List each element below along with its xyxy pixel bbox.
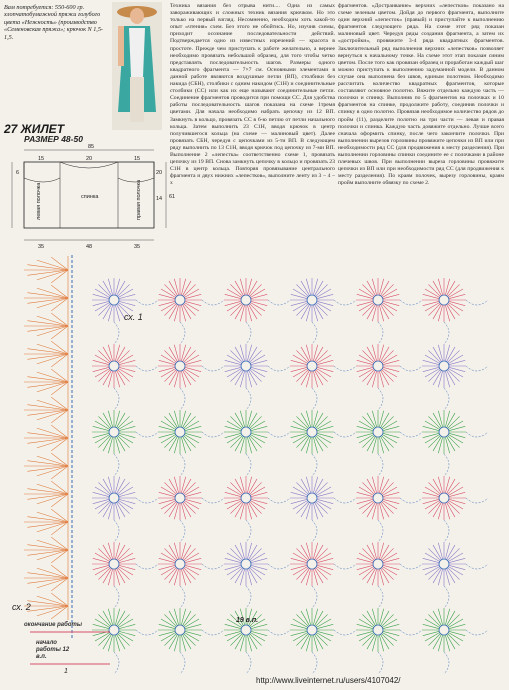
- dim-top: 85: [88, 144, 95, 150]
- crochet-motif: [92, 410, 158, 476]
- crochet-motif: [356, 608, 422, 674]
- dim-armhole: 6: [16, 170, 20, 176]
- edging-fan: [24, 312, 68, 340]
- page-title: 27 ЖИЛЕТ: [4, 122, 65, 136]
- scheme-2-label: сх. 2: [12, 602, 31, 612]
- dim-bottom-l: 35: [38, 244, 45, 250]
- dim-bottom-back: 48: [86, 244, 93, 250]
- back-label: спинка: [81, 194, 99, 200]
- crochet-motif: [422, 542, 488, 608]
- dim-bottom-r: 35: [134, 244, 141, 250]
- crochet-motif: [158, 278, 224, 344]
- source-url: http://www.liveinternet.ru/users/4107042/: [256, 676, 401, 685]
- materials-text: Вам потребуется: 550-600 гр. хлопчатобумажной пряжи голубого цвета «Нежность» (производство «Семеновская пряжа»; крючок N 1,5-1,5.: [4, 4, 103, 41]
- model-photo: [112, 2, 162, 130]
- crochet-motif: [290, 476, 356, 542]
- crochet-motif: [92, 278, 158, 344]
- scheme-1-label: сх. 1: [124, 312, 143, 322]
- crochet-motif: [92, 476, 158, 542]
- edging-fan: [24, 284, 68, 312]
- edging-fan: [24, 368, 68, 396]
- size-label: РАЗМЕР 48-50: [24, 134, 83, 144]
- crochet-motif: [224, 410, 290, 476]
- crochet-motif: [422, 410, 488, 476]
- crochet-motif: [356, 410, 422, 476]
- crochet-motif: [356, 278, 422, 344]
- crochet-motif: [224, 344, 290, 410]
- dim-shoulder-r: 15: [134, 156, 141, 162]
- dim-length: 61: [169, 194, 176, 200]
- edging-fan: [24, 508, 68, 536]
- edging-fan: [24, 480, 68, 508]
- crochet-motif: [92, 344, 158, 410]
- crochet-motif: [290, 542, 356, 608]
- crochet-motif: [158, 608, 224, 674]
- crochet-motif: [224, 476, 290, 542]
- crochet-motif: [92, 542, 158, 608]
- work-end-label: окончание работы: [24, 622, 82, 628]
- crochet-motif: [422, 476, 488, 542]
- crochet-motif: [290, 410, 356, 476]
- edging-fan: [24, 452, 68, 480]
- edging-fan: [24, 396, 68, 424]
- edging-fan: [24, 340, 68, 368]
- crochet-motif: [224, 278, 290, 344]
- crochet-motif: [224, 542, 290, 608]
- step-1-label: 1: [64, 668, 68, 675]
- dim-neck: 20: [86, 156, 93, 162]
- front-left-label: левая полочка: [36, 182, 42, 220]
- garment-schematic: [4, 140, 182, 250]
- edging-fan: [24, 256, 68, 284]
- crochet-motif: [290, 278, 356, 344]
- front-right-label: правая полочка: [136, 179, 142, 220]
- crochet-motif: [422, 344, 488, 410]
- instructions-column-1: Техника вязания без отрыва нити.... Одна из самых завораживающих и сложных техник вязания крючком. Но это только на первый взгляд. Несомненно, необходим хоть какой-то опыт «чтения» схем. Без этого не обойтись. Но, изучив схемы, приходит осознание последовательности действий. Подтверждается одно из известных изречений — красота в простоте. Прежде чем приступать к работе желательно, а вернее необходимо провязать небольшой образец, для того чтобы четко представлять последовательность шагов. Размеры одного квадратного фрагмента — 7×7 см. Основными элементами в данной работе являются воздушные петли (ВП), столбики без накида (СБН), столбики с одним накидом (С1Н) и соединительные столбики (СС) или как их еще называют соединительные петли. Соединение фрагментов проводится при помощи СС. Для удобства работы последовательность шагов показана на схеме 1тремя цветами. Для начала необходимо набрать цепочку из 12 ВП. Замкнуть в кольцо, провязать СС в 6-ю петлю от петли начального кольца. Затем выполнить 23 С1Н, вводя крючок в центр получившегося кольца (на схеме — малиновый цвет). Далее провязать СБН, чередуя с цепочками из 5-ти ВП. В следующем ряду выполнить по 13 С1Н, вводя крючок под цепочку из 7-ми ВП. Выполнение 2 «лепестка» соответственно схеме 1, провязать цепочку из 19 ВП. Снова замкнуть цепочку в кольцо и провязать 23 С1Н в центр кольца. Повторяя провязывание центрального фрагмента и двух нижних «лепестков», выполните ленту из 3 – 4 – х: [170, 3, 335, 187]
- crochet-motif: [290, 608, 356, 674]
- dim-shoulder-l: 15: [38, 156, 45, 162]
- chain-19-label: 19 в.п.: [236, 617, 259, 624]
- edging-fan: [24, 424, 68, 452]
- crochet-motif: [158, 344, 224, 410]
- edging-fan: [24, 536, 68, 564]
- edging-fan: [24, 564, 68, 592]
- crochet-motif: [356, 344, 422, 410]
- crochet-motif: [158, 476, 224, 542]
- work-start-label: начало работы 12 в.п.: [36, 640, 70, 660]
- dim-armhole-r: 20: [156, 170, 163, 176]
- crochet-motif: [356, 542, 422, 608]
- crochet-motif: [422, 278, 488, 344]
- crochet-motif: [356, 476, 422, 542]
- instructions-column-2: фрагментов. «Достраивание» верхних «лепестков» показано на схеме зеленым цветом. Дойдя до первого фрагмента, выполните один верхний «лепесток» (правый) и приступайте к выполнению фрагментов следующего ряда. На схеме этот ряд показан малиновый цвет. Чередуя ряды создания фрагмента, а затем их «достройки», провяжите 3-4 ряда квадратных фрагментов. Заключительный ряд выполнения верхних «лепестков» позволяет вернуться к начальному точке. На схеме этот этап показан синим цветом. После того как провязан образец и проработан каждый шаг можно приступать к выполнению задуманной модели. В данном случае она выполнена без швов, единым полотном. Необходимо рассчитать количество квадратных фрагментов, которые составляют основное полотно. Вяжите отдельно каждую часть — полочки и спинку. Выполнив по 5 фрагментов на полочках и 10 фрагментов на спинке, продолжите работу, соединив полочки и спинку в одно полотно. Провязав необходимое количество рядов до пройм (11), разделите полотно на три части — левая и правая полочки и спинка. Каждую часть довяжите отдельно. Лучше всего сначала оформить спинку, после чего закончите полочки. При выполнении вырезов горловины провяжите цепочки из ВП или при необходимости ряд СС (для продвижения к месту разделения). При выполнении горловины спинки соедините ее с полочками в районе плечевых швов. При выполнении выреза горловины провяжите цепочки из ВП или при необходимости ряд СС (для продвижения к месту разделения). По краям полочек, вырезу горловины, краям пройм выполните обвязку по схеме 2.: [338, 3, 504, 187]
- crochet-motif: [158, 410, 224, 476]
- crochet-motif: [422, 608, 488, 674]
- dim-side: 14: [156, 196, 163, 202]
- crochet-motif: [158, 542, 224, 608]
- crochet-motif: [290, 344, 356, 410]
